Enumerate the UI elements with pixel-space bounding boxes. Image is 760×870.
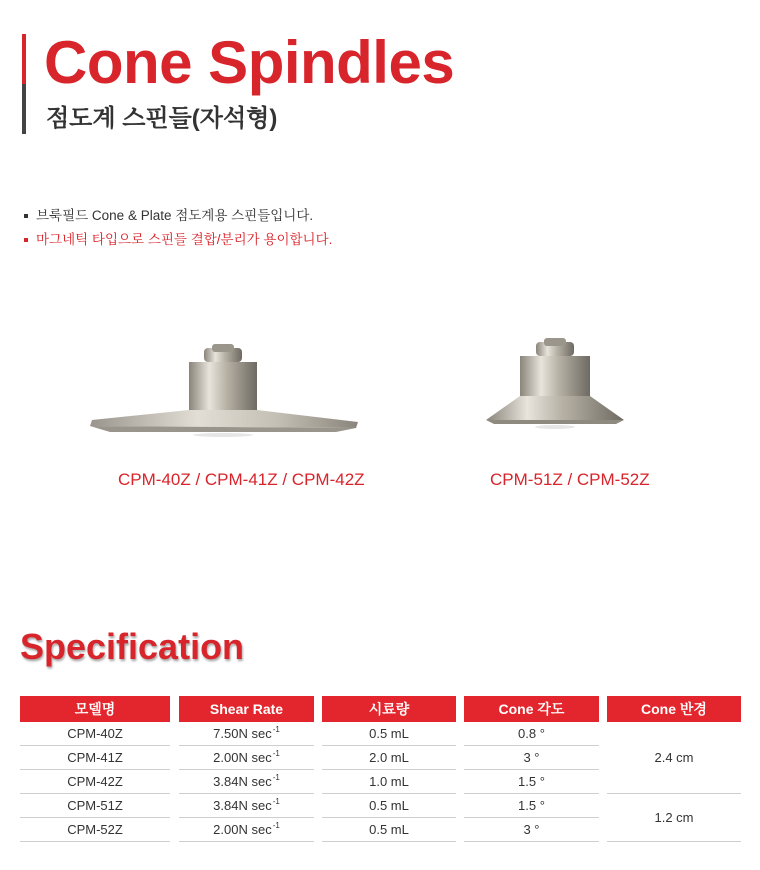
cell-cone-radius: 2.4 cm: [607, 722, 741, 794]
feature-item: [24, 204, 332, 228]
page-subtitle: 점도계 스핀들(자석형): [46, 105, 278, 132]
cell-model: CPM-40Z: [20, 722, 170, 746]
cell-sample-volume: 0.5 mL: [322, 818, 456, 842]
header-sample-volume: 시료량: [322, 696, 456, 722]
cell-cone-angle: 1.5 °: [464, 770, 599, 794]
cell-sample-volume: 2.0 mL: [322, 746, 456, 770]
feature-text: 브룩필드 Cone & Plate 점도계용 스핀들입니다.: [36, 208, 314, 223]
header-model: 모델명: [20, 696, 170, 722]
cell-cone-angle: 3 °: [464, 818, 599, 842]
header-cone-angle: Cone 각도: [464, 696, 599, 722]
specification-title: Specification: [20, 626, 245, 667]
cell-model: CPM-51Z: [20, 794, 170, 818]
cell-shear-rate: 7.50N sec $^{-1}$: [179, 722, 314, 746]
feature-list: [24, 204, 332, 252]
cell-cone-angle: 0.8 °: [464, 722, 599, 746]
header-cone-radius: Cone 반경: [607, 696, 741, 722]
column-shear-rate: [179, 696, 314, 842]
bullet-icon: [24, 238, 28, 242]
header-shear-rate: Shear Rate: [179, 696, 314, 722]
product-caption-narrow: CPM-51Z / CPM-52Z: [490, 470, 650, 489]
wide-cone-spindle-image: [86, 340, 362, 440]
feature-text: 마그네틱 타입으로 스핀들 결합/분리가 용이합니다.: [36, 232, 333, 247]
cell-sample-volume: 0.5 mL: [322, 722, 456, 746]
cell-shear-rate: 2.00N sec $^{-1}$: [179, 746, 314, 770]
cell-shear-rate: 3.84N sec $^{-1}$: [179, 770, 314, 794]
bullet-icon: [24, 214, 28, 218]
cell-cone-angle: 3 °: [464, 746, 599, 770]
cell-cone-radius: 1.2 cm: [607, 794, 741, 842]
column-cone-angle: [464, 696, 599, 842]
title-accent-bar: [22, 34, 26, 134]
product-caption-wide: CPM-40Z / CPM-41Z / CPM-42Z: [118, 470, 365, 489]
narrow-cone-spindle-image: [484, 336, 628, 430]
page-title: Cone Spindles: [44, 29, 455, 96]
cell-model: CPM-52Z: [20, 818, 170, 842]
cell-model: CPM-41Z: [20, 746, 170, 770]
product-wide-cone: [86, 340, 362, 440]
column-model: [20, 696, 170, 842]
cell-sample-volume: 1.0 mL: [322, 770, 456, 794]
column-sample-volume: [322, 696, 456, 842]
feature-item: [24, 228, 332, 252]
cell-shear-rate: 3.84N sec $^{-1}$: [179, 794, 314, 818]
cell-shear-rate: 2.00N sec $^{-1}$: [179, 818, 314, 842]
product-narrow-cone: [484, 336, 628, 430]
cell-model: CPM-42Z: [20, 770, 170, 794]
column-cone-radius: [607, 696, 741, 842]
cell-cone-angle: 1.5 °: [464, 794, 599, 818]
cell-sample-volume: 0.5 mL: [322, 794, 456, 818]
